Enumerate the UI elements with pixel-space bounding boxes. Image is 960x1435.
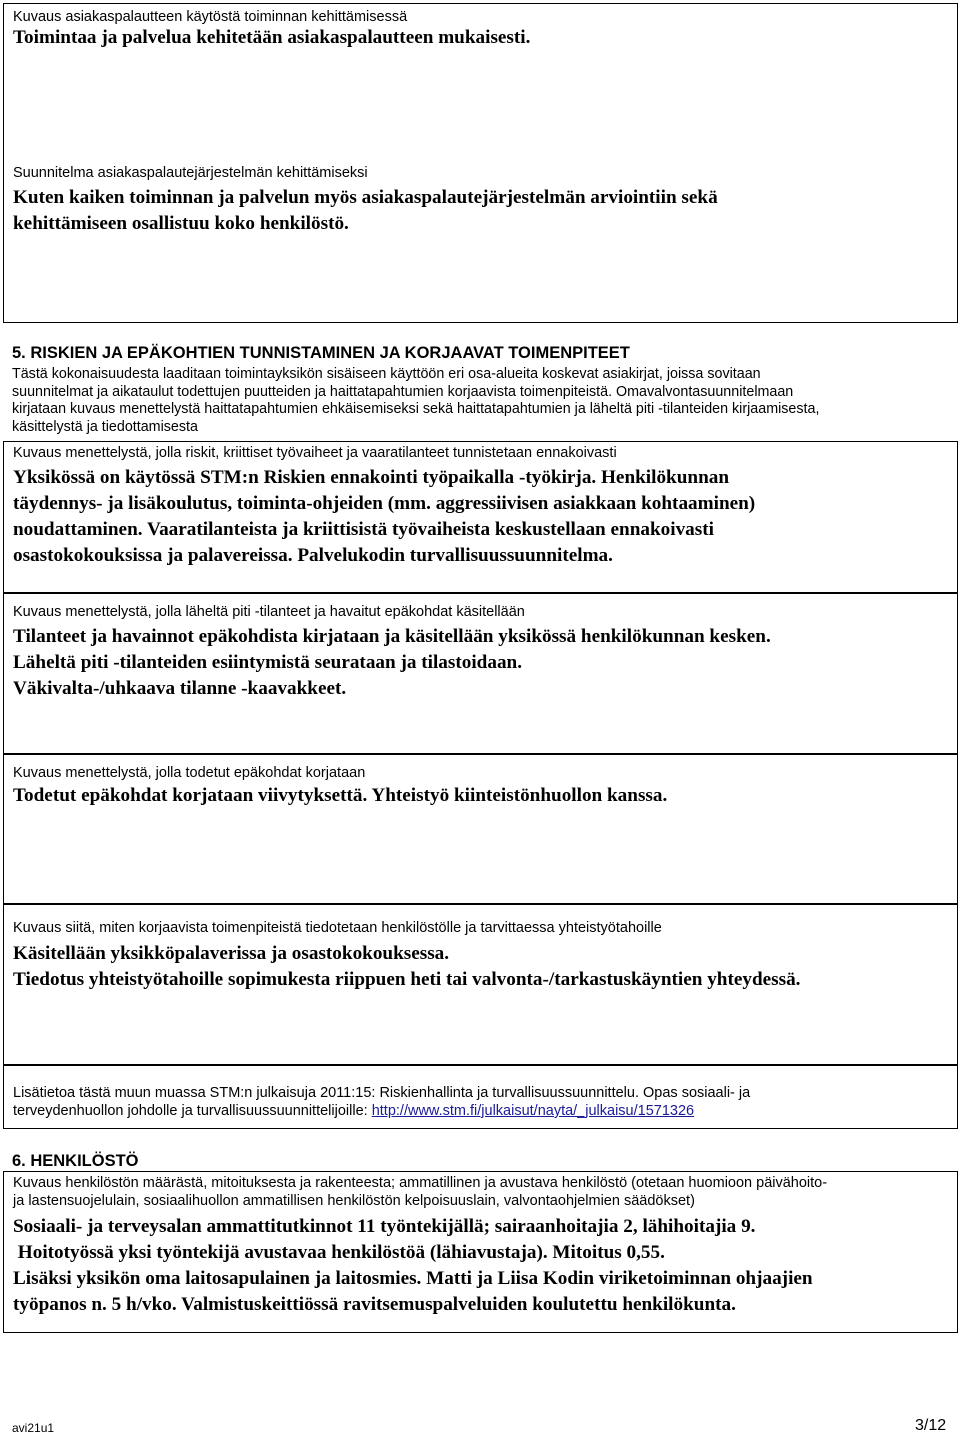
risk-answer-line: Yksikössä on käytössä STM:n Riskien ennakointi työpaikalla -työkirja. Henkilökunnan [13, 467, 729, 488]
communication-box [3, 904, 958, 1065]
personnel-answer-line: Hoitotyössä yksi työntekijä avustavaa henkilöstöä (lähiavustaja). Mitoitus 0,55. [13, 1242, 665, 1263]
personnel-answer-line: Sosiaali- ja terveysalan ammattitutkinnot 11 työntekijällä; sairaanhoitajia 2, lähihoitajia 9. [13, 1216, 756, 1237]
correction-answer: Todetut epäkohdat korjataan viivytyksettä. Yhteistyö kiinteistönhuollon kanssa. [13, 785, 668, 806]
communication-answer-line: Tiedotus yhteistyötahoille sopimukesta riippuen heti tai valvonta-/tarkastuskäyntien yhteydessä. [13, 969, 801, 990]
personnel-label-line: Kuvaus henkilöstön määrästä, mitoituksesta ja rakenteesta; ammatillinen ja avustava henkilöstö (otetaan huomioon päivähoito- [13, 1175, 828, 1191]
personnel-box [3, 1171, 958, 1333]
intro-line: kirjataan kuvaus menettelystä haittatapahtumien ehkäisemiseksi sekä haittatapahtumien ja läheltä piti -tilanteiden kirjaamisesta, [12, 401, 820, 417]
intro-line: suunnitelmat ja aikataulut todettujen puutteiden ja haittatapahtumien korjaavista toimenpiteistä. Omavalvontasuunnitelmaan [12, 383, 794, 400]
risk-answer-line: täydennys- ja lisäkoulutus, toiminta-ohjeiden (mm. aggressiivisen asiakkaan kohtaaminen) [13, 493, 756, 514]
near-miss-answer-line: Tilanteet ja havainnot epäkohdista kirjataan ja käsitellään yksikössä henkilökunnan kesken. [13, 626, 771, 647]
more-info-text: terveydenhuollon johdolle ja turvallisuussuunnittelijoille: [13, 1103, 372, 1119]
section-5-title: 5. RISKIEN JA EPÄKOHTIEN TUNNISTAMINEN JA KORJAAVAT TOIMENPITEET [12, 344, 630, 362]
feedback-plan-answer-line-2: kehittämiseen osallistuu koko henkilöstö. [13, 213, 349, 234]
footer-form-code: avi21u1 [12, 1421, 55, 1435]
intro-line: käsittelystä ja tiedottamisesta [12, 418, 198, 435]
personnel-label-line: ja lastensuojelulain, sosiaalihuollon ammatillisen henkilöstön kelpoisuuslain, valvontaohjelmien säädökset) [13, 1193, 695, 1209]
more-info-line-1: Lisätietoa tästä muun muassa STM:n julkaisuja 2011:15: Riskienhallinta ja turvallisuussuunnittelu. Opas sosiaali- ja [13, 1085, 751, 1101]
risk-identification-label: Kuvaus menettelystä, jolla riskit, kriittiset työvaiheet ja vaaratilanteet tunnistetaan ennakoivasti [13, 445, 617, 461]
feedback-usage-answer: Toimintaa ja palvelua kehitetään asiakaspalautteen mukaisesti. [13, 27, 531, 48]
near-miss-answer-line: Väkivalta-/uhkaava tilanne -kaavakkeet. [13, 678, 347, 699]
feedback-box [3, 3, 958, 323]
risk-answer-line: noudattaminen. Vaaratilanteista ja kriittisistä työvaiheista keskustellaan ennakoivasti [13, 519, 714, 540]
feedback-usage-label: Kuvaus asiakaspalautteen käytöstä toiminnan kehittämisessä [13, 9, 408, 25]
intro-line: Tästä kokonaisuudesta laaditaan toimintayksikön sisäiseen käyttöön eri osa-alueita koskevat asiakirjat, joissa sovitaan [12, 366, 761, 382]
section-5-intro [12, 366, 957, 436]
personnel-answer-line: Lisäksi yksikön oma laitosapulainen ja laitosmies. Matti ja Liisa Kodin viriketoiminnan ohjaajien [13, 1268, 813, 1289]
risk-identification-box [3, 441, 958, 593]
section-6-title: 6. HENKILÖSTÖ [12, 1152, 139, 1170]
correction-label: Kuvaus menettelystä, jolla todetut epäkohdat korjataan [13, 765, 366, 781]
footer-page-number: 3/12 [915, 1417, 947, 1434]
near-miss-answer-line: Läheltä piti -tilanteiden esiintymistä seurataan ja tilastoidaan. [13, 652, 523, 673]
correction-box [3, 754, 958, 904]
personnel-answer-line: työpanos n. 5 h/vko. Valmistuskeittiössä ravitsemuspalveluiden koulutettu henkilökunta. [13, 1294, 736, 1315]
feedback-plan-answer-line-1: Kuten kaiken toiminnan ja palvelun myös asiakaspalautejärjestelmän arviointiin sekä [13, 187, 718, 208]
risk-answer-line: osastokokouksissa ja palavereissa. Palvelukodin turvallisuussuunnitelma. [13, 545, 613, 566]
more-info-box [3, 1065, 958, 1129]
more-info-line-2 [13, 1103, 694, 1120]
near-miss-label: Kuvaus menettelystä, jolla läheltä piti -tilanteet ja havaitut epäkohdat käsitellään [13, 604, 525, 620]
stm-publication-link[interactable]: http://www.stm.fi/julkaisut/nayta/_julkaisu/1571326 [371, 1103, 695, 1119]
feedback-plan-label: Suunnitelma asiakaspalautejärjestelmän kehittämiseksi [13, 165, 368, 181]
communication-label: Kuvaus siitä, miten korjaavista toimenpiteistä tiedotetaan henkilöstölle ja tarvittaessa yhteistyötahoille [13, 920, 662, 936]
near-miss-box [3, 593, 958, 754]
communication-answer-line: Käsitellään yksikköpalaverissa ja osastokokouksessa. [13, 943, 450, 964]
